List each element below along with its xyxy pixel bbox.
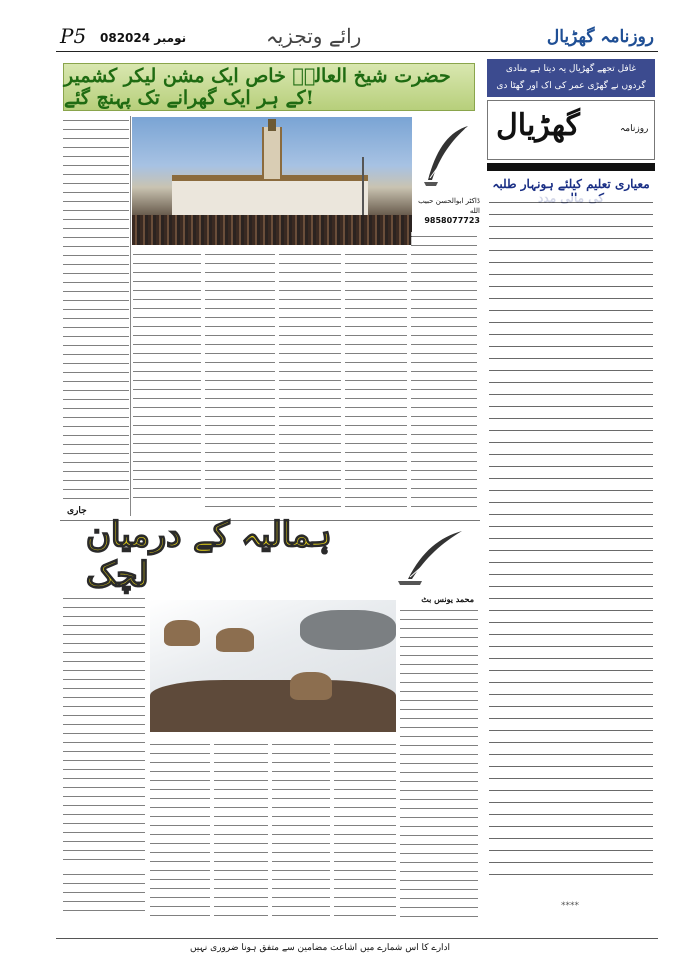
rocky-ledge [150,680,396,732]
shrine-finial [268,119,276,131]
article1-byline [414,196,480,226]
shrine-spire [262,127,282,179]
lamp-pole [362,157,364,217]
column-divider [130,116,131,516]
article1-headline: حضرت شیخ العالمؒ خاص ایک مشن لیکر کشمیر کے ہر ایک گھرانے تک پہنچ گئے! [64,65,451,109]
editorial-text [489,196,653,886]
article2-text-column [63,594,145,864]
ibex [216,628,254,652]
newspaper-logo-prefix: روزنامہ [620,124,649,134]
article2-text-column [400,606,478,920]
continued-label: جاری [67,506,87,516]
section-title: رائے وتجزیہ [266,24,362,48]
newspaper-logo: گھڑیال [496,108,580,143]
ibex-photo [150,600,396,732]
tagline-line-1: غافل تجھے گھڑیال یہ دیتا ہے منادی [505,64,637,74]
article2-text-column [214,740,268,920]
quill-pen-icon [392,527,472,587]
editorial-headline: معیاری تعلیم کیلئے ہونہار طلبہ [492,177,650,191]
end-stars: **** [561,901,579,911]
masthead-tagline-box [487,59,655,97]
article1-headline-banner [63,63,475,111]
article1-text-column [279,250,341,512]
author-name: ڈاکٹر ابوالحسن حبیب الله [418,197,480,215]
author-phone: 9858077723 [424,216,480,225]
logo-underline-bar [487,163,655,171]
crowd [132,215,412,245]
page-number: P5 [60,24,87,48]
article2-byline: محمد یونس بٹ [421,594,474,604]
article2-headline-banner [86,514,390,595]
page-date: 08نومبر 2024 [100,31,187,45]
shrine-photo [132,117,412,245]
article2-headline: ہمالیہ کے درمیان لچک [86,514,332,595]
shrine-building [172,175,368,215]
ibex [164,620,200,646]
article1-text-column [345,250,407,512]
ibex [290,672,332,700]
article1-text-column [63,116,129,502]
article2-text-column [272,740,330,920]
newspaper-brand: روزنامہ گھڑیال [546,27,654,47]
article2-author-note [63,870,145,916]
article1-text-column [133,250,201,502]
article2-text-column [334,740,396,920]
footer-rule [56,938,658,939]
article2-text-column [150,740,210,920]
quill-pen-icon [418,122,476,188]
page-header [56,22,658,52]
article1-text-column [205,250,275,512]
snowy-slope [300,610,396,650]
tagline-line-2: گردوں نے گھڑی عمر کی اک اور گھٹا دی [496,81,646,91]
footer-disclaimer: ادارے کا اس شمارے میں اشاعت مضامین سے متفق ہونا ضروری نہیں [189,943,451,953]
article1-text-column [411,232,477,514]
